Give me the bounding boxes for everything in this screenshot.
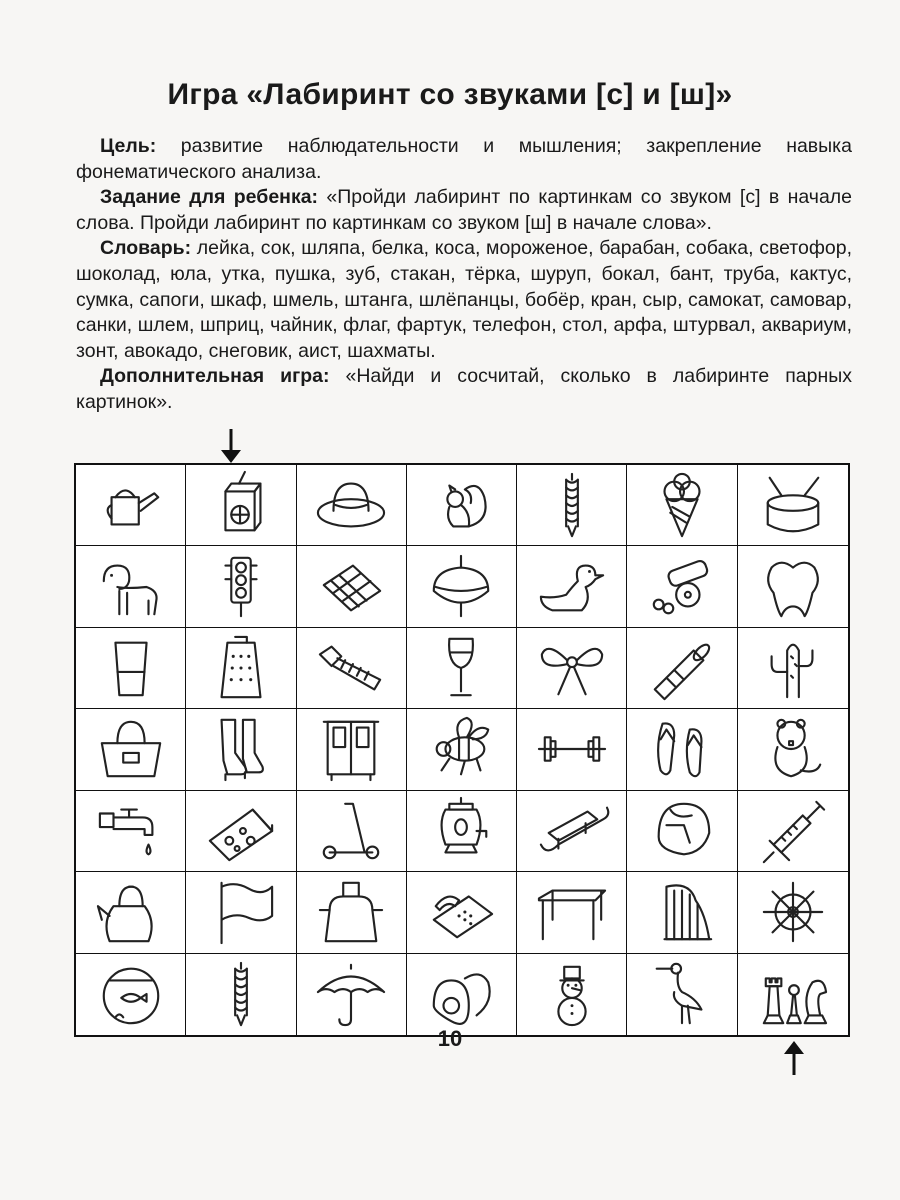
stork-icon — [640, 959, 724, 1029]
dog-icon — [89, 552, 173, 622]
glass-icon — [89, 633, 173, 703]
helmet-icon — [640, 796, 724, 866]
ice-cream-icon — [640, 470, 724, 540]
chess-icon — [751, 959, 835, 1029]
maze-cell — [738, 709, 848, 790]
cannon-icon — [640, 552, 724, 622]
braid-icon — [199, 959, 283, 1029]
traffic-light-icon — [199, 552, 283, 622]
maze-cell — [517, 709, 627, 790]
maze-cell — [407, 954, 517, 1035]
maze-cell — [76, 709, 186, 790]
squirrel-icon — [419, 470, 503, 540]
maze-cell — [76, 465, 186, 546]
maze-cell — [186, 709, 296, 790]
handbag-icon — [89, 714, 173, 784]
snowman-icon — [530, 959, 614, 1029]
tooth-icon — [751, 552, 835, 622]
maze-cell — [627, 872, 737, 953]
maze-grid — [74, 463, 850, 1037]
maze-cell — [738, 628, 848, 709]
goal-text: развитие наблюдательности и мышления; закрепление навыка фонематического анализа. — [76, 135, 852, 183]
braid-icon — [530, 470, 614, 540]
maze-cell — [407, 872, 517, 953]
umbrella-icon — [309, 959, 393, 1029]
maze-cell — [297, 546, 407, 627]
extra-game-text: «Найди и сосчитай, сколько в лабиринте парных картинок». — [76, 365, 852, 413]
boots-icon — [199, 714, 283, 784]
cactus-icon — [751, 633, 835, 703]
trumpet-icon — [640, 633, 724, 703]
maze-cell — [627, 628, 737, 709]
arrow-down-icon — [218, 428, 244, 464]
grater-icon — [199, 633, 283, 703]
instructions — [76, 134, 852, 416]
goal-paragraph — [76, 134, 852, 185]
screw-icon — [309, 633, 393, 703]
maze-cell — [627, 791, 737, 872]
juice-box-icon — [199, 470, 283, 540]
maze-cell — [297, 872, 407, 953]
scooter-icon — [309, 796, 393, 866]
task-label: Задание для ребенка: — [100, 186, 319, 209]
bumblebee-icon — [419, 714, 503, 784]
maze-cell — [186, 465, 296, 546]
maze-cell — [297, 628, 407, 709]
duck-icon — [530, 552, 614, 622]
maze-cell — [627, 546, 737, 627]
maze-cell — [76, 872, 186, 953]
table-icon — [530, 877, 614, 947]
maze-cell — [517, 791, 627, 872]
maze-cell — [738, 465, 848, 546]
maze-cell — [297, 709, 407, 790]
maze-cell — [297, 465, 407, 546]
maze-cell — [76, 791, 186, 872]
maze-cell — [186, 954, 296, 1035]
maze-cell — [76, 546, 186, 627]
syringe-icon — [751, 796, 835, 866]
maze-cell — [407, 709, 517, 790]
maze-cell — [297, 791, 407, 872]
maze-cell — [407, 546, 517, 627]
barbell-icon — [530, 714, 614, 784]
drum-icon — [751, 470, 835, 540]
extra-game-label: Дополнительная игра: — [100, 365, 330, 388]
faucet-icon — [89, 796, 173, 866]
ship-wheel-icon — [751, 877, 835, 947]
maze-cell — [297, 954, 407, 1035]
wine-glass-icon — [419, 633, 503, 703]
maze-cell — [627, 465, 737, 546]
maze-cell — [407, 465, 517, 546]
wardrobe-icon — [309, 714, 393, 784]
maze-cell — [407, 628, 517, 709]
task-paragraph — [76, 185, 852, 236]
maze-cell — [517, 628, 627, 709]
harp-icon — [640, 877, 724, 947]
goal-label: Цель: — [100, 135, 157, 157]
maze-cell — [738, 791, 848, 872]
maze-cell — [627, 709, 737, 790]
vocabulary-paragraph — [76, 236, 852, 364]
maze-cell — [186, 628, 296, 709]
chocolate-icon — [309, 552, 393, 622]
maze-cell — [407, 791, 517, 872]
maze-cell — [738, 954, 848, 1035]
page-number: 10 — [437, 1026, 463, 1051]
apron-icon — [309, 877, 393, 947]
flip-flops-icon — [640, 714, 724, 784]
aquarium-icon — [89, 959, 173, 1029]
maze-cell — [517, 546, 627, 627]
cheese-icon — [199, 796, 283, 866]
sled-icon — [530, 796, 614, 866]
flag-icon — [199, 877, 283, 947]
maze-cell — [186, 791, 296, 872]
bow-icon — [530, 633, 614, 703]
maze-cell — [517, 465, 627, 546]
maze-cell — [186, 872, 296, 953]
maze-cell — [738, 872, 848, 953]
vocabulary-text: лейка, сок, шляпа, белка, коса, мороженое, барабан, собака, светофор, шоколад, юла, утка, пушка, зуб, стакан, тёрка, шуруп, бокал, бант, труба, кактус, сумка, сапоги, шкаф, шмель, штанга, шлёпанцы, бобёр, кран, сыр, самокат, самовар, санки, шлем, шприц, чайник, флаг, фартук, телефон, стол, арфа, штурвал, аквариум, зонт, авокадо, снеговик, аист, шахматы. — [76, 237, 852, 362]
beaver-icon — [751, 714, 835, 784]
hat-icon — [309, 470, 393, 540]
kettle-icon — [89, 877, 173, 947]
task-text: «Пройди лабиринт по картинкам со звуком [с] в начале слова. Пройди лабиринт по картинкам со звуком [ш] в начале слова». — [76, 186, 853, 234]
maze-cell — [76, 628, 186, 709]
watering-can-icon — [89, 470, 173, 540]
maze-cell — [517, 872, 627, 953]
maze-cell — [738, 546, 848, 627]
maze-cell — [76, 954, 186, 1035]
spinning-top-icon — [419, 552, 503, 622]
maze-cell — [517, 954, 627, 1035]
telephone-icon — [419, 877, 503, 947]
maze-cell — [627, 954, 737, 1035]
page-title: Игра «Лабиринт со звуками [с] и [ш]» — [167, 78, 733, 111]
samovar-icon — [419, 796, 503, 866]
vocabulary-label: Словарь: — [100, 237, 192, 260]
maze-cell — [186, 546, 296, 627]
extra-game-paragraph — [76, 364, 852, 415]
avocado-icon — [419, 959, 503, 1029]
